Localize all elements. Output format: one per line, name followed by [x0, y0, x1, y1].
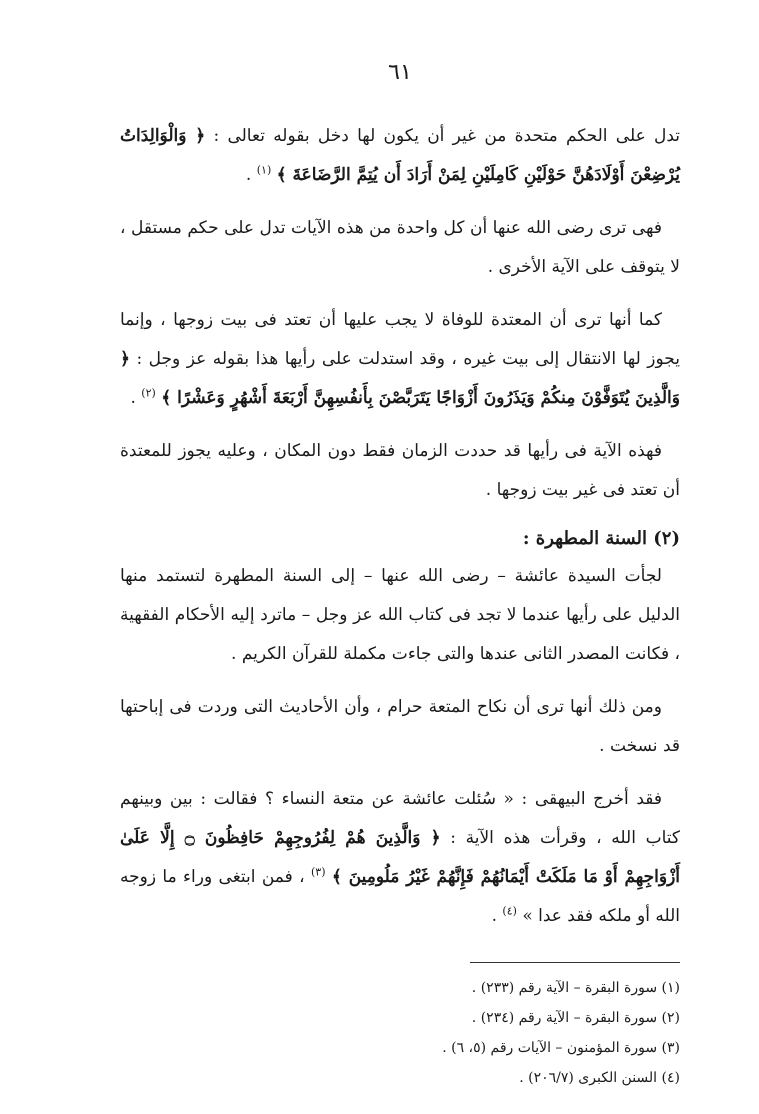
paragraph-7-rest: ، فمن ابتغى وراء ما زوجه الله أو ملكه فقد عدا »: [120, 867, 680, 926]
footnote-ref-3: (٣): [310, 865, 326, 879]
paragraph-4: فهذه الآية فى رأيها قد حددت الزمان فقط دون المكان ، وعليه يجوز للمعتدة أن تعتد فى غير بيت زوجها .: [120, 441, 680, 500]
paragraph-1: [120, 117, 680, 195]
quran-verse-2: ﴿ وَالَّذِينَ يُتَوَفَّوْنَ مِنكُمْ وَيَذَرُونَ أَزْوَاجًا يَتَرَبَّصْنَ بِأَنفُسِهِنَّ أَرْبَعَةَ أَشْهُرٍ وَعَشْرًا ﴾: [120, 349, 680, 408]
footnote: (٤) السنن الكبرى (٢٠٦/٧) .: [519, 1070, 680, 1086]
footnote-ref-2: (٢): [141, 386, 156, 400]
paragraph-7-end: .: [491, 906, 497, 926]
paragraph-7: [120, 780, 680, 936]
section-heading: (٢) السنة المطهرة :: [522, 528, 680, 549]
paragraph-6: ومن ذلك أنها ترى أن نكاح المتعة حرام ، وأن الأحاديث التى وردت فى إباحتها قد نسخت .: [120, 697, 680, 756]
paragraph-1-intro: تدل على الحكم متحدة من غير أن يكون لها دخل بقوله تعالى :: [213, 126, 681, 146]
footnotes: [442, 962, 680, 1093]
quran-verse-3: ﴿ وَالَّذِينَ هُمْ لِفُرُوجِهِمْ حَافِظُونَ ۝ إِلَّا عَلَىٰ أَزْوَاجِهِمْ أَوْ مَا مَلَكَتْ أَيْمَانُهُمْ فَإِنَّهُمْ غَيْرُ مَلُومِينَ ﴾: [120, 828, 681, 887]
page-number: ٦١: [388, 60, 412, 85]
paragraph-3: [120, 301, 680, 418]
paragraph-1-end: .: [245, 165, 252, 185]
footnote: (٣) سورة المؤمنون – الآيات رقم (٥، ٦) .: [442, 1040, 680, 1056]
paragraph-7-intro: فقد أخرج البيهقى : « سُئلت عائشة عن متعة النساء ؟ فقالت : بين وبينهم كتاب الله ، وقرأت هذه الآية :: [120, 789, 680, 848]
paragraph-5: لجأت السيدة عائشة – رضى الله عنها – إلى السنة المطهرة لتستمد منها الدليل على رأيها عندما لا تجد فى كتاب الله عز وجل – ماترد إليه الأحكام الفقهية ، فكانت المصدر الثانى عندها والتى جاءت مكملة للقرآن الكريم .: [120, 566, 680, 664]
footnote-ref-1: (١): [256, 163, 272, 177]
paragraph-3-intro: كما أنها ترى أن المعتدة للوفاة لا يجب عليها أن تعتد فى بيت زوجها ، وإنما يجوز لها الانتقال إلى بيت غيره ، وقد استدلت على رأيها هذا بقوله عز وجل :: [120, 310, 680, 369]
book-page: [120, 60, 680, 1093]
footnote: (٢) سورة البقرة – الآية رقم (٢٣٤) .: [471, 1010, 680, 1026]
paragraph-3-end: .: [130, 388, 136, 408]
footnote-ref-4: (٤): [502, 904, 517, 918]
quran-verse-1: ﴿ وَالْوَالِدَاتُ يُرْضِعْنَ أَوْلَادَهُنَّ حَوْلَيْنِ كَامِلَيْنِ لِمَنْ أَرَادَ أَن يُتِمَّ الرَّضَاعَةَ ﴾: [120, 126, 680, 185]
footnote: (١) سورة البقرة – الآية رقم (٢٣٣) .: [471, 980, 680, 996]
paragraph-2: فهى ترى رضى الله عنها أن كل واحدة من هذه الآيات تدل على حكم مستقل ، لا يتوقف على الآية الأخرى .: [120, 218, 680, 277]
